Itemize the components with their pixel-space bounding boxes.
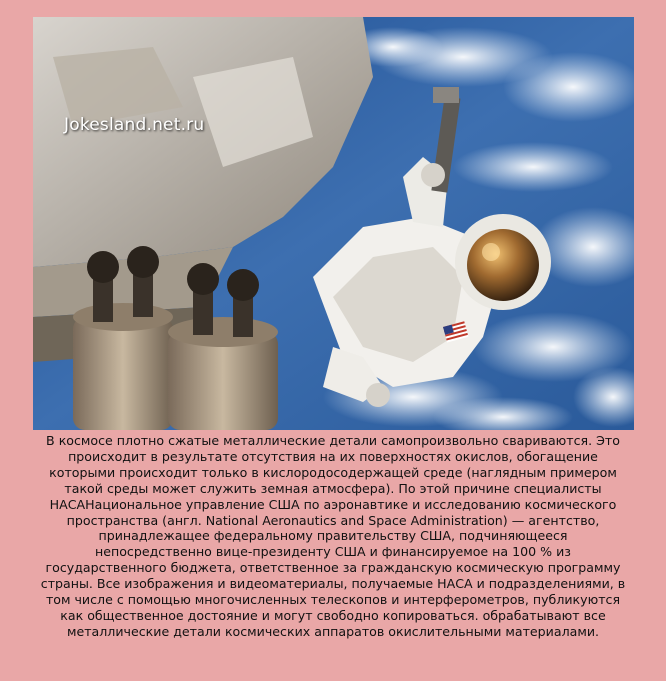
watermark-text: Jokesland.net.ru [64,115,205,135]
fact-caption: В космосе плотно сжатые металлические детали самопроизвольно свариваются. Это происходит в результате отсутствия на их поверхностях окислов, обогащение которыми происходит только в кислородосодержащей среде (наглядным примером такой среды может служить земная атмосфера). По этой причине специалисты НАСАНациональное управление США по аэронавтике и исследованию космического пространства (англ. National Aeronautics and Space Administration) — агентство, принадлежащее федеральному правительству США, подчиняющееся непосредственно вице-президенту США и финансируемое на 100 % из государственного бюджета, ответственное за гражданскую космическую программу страны. Все изображения и видеоматериалы, получаемые НАСА и подразделениями, в том числе с помощью многочисленных телескопов и интерферометров, публикуются как общественное достояние и могут свободно копироваться. обрабатывают все металлические детали космических аппаратов окислительными материалами. [40,433,626,639]
astronaut-spacewalk-photo [33,17,634,430]
